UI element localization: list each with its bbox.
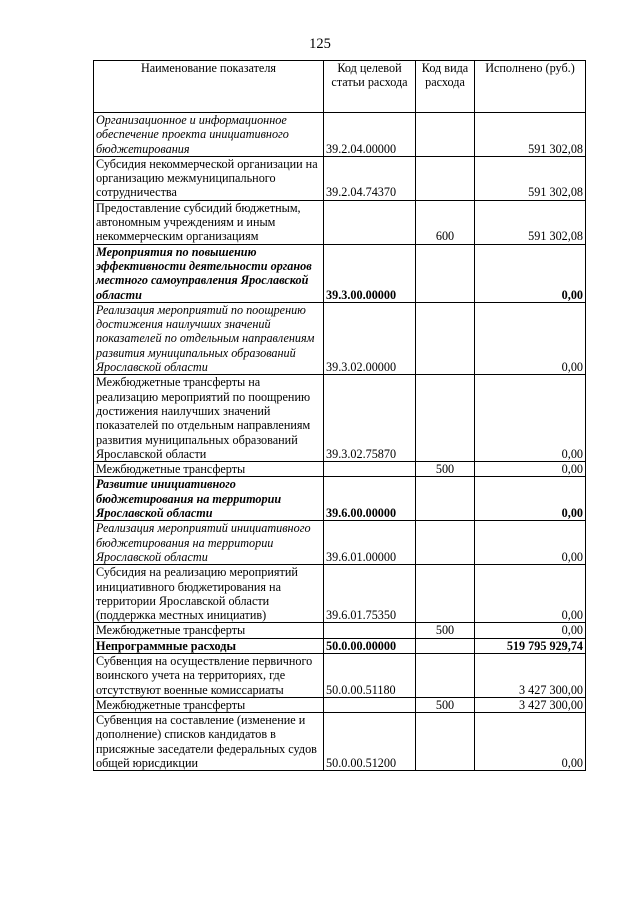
header-name: Наименование показателя: [94, 61, 324, 113]
cell-kind: [416, 477, 475, 521]
header-kind: Код вида расхода: [416, 61, 475, 113]
cell-code: 39.3.00.00000: [324, 244, 416, 302]
cell-amount: 3 427 300,00: [475, 697, 586, 712]
cell-name: Реализация мероприятий по поощрению достижения наилучших значений показателей по отдельным направлениям развития муниципальных образований Ярославской области: [94, 302, 324, 374]
cell-kind: [416, 521, 475, 565]
table-row: [94, 565, 586, 623]
cell-name: Межбюджетные трансферты: [94, 697, 324, 712]
cell-code: [324, 697, 416, 712]
cell-amount: 0,00: [475, 375, 586, 462]
cell-amount: 0,00: [475, 462, 586, 477]
header-code: Код целевой статьи расхода: [324, 61, 416, 113]
cell-amount: 3 427 300,00: [475, 653, 586, 697]
table-row: [94, 521, 586, 565]
table-row: [94, 375, 586, 462]
cell-code: 50.0.00.51180: [324, 653, 416, 697]
cell-kind: [416, 156, 475, 200]
cell-code: 50.0.00.51200: [324, 713, 416, 771]
cell-kind: 600: [416, 200, 475, 244]
cell-name: Субвенция на осуществление первичного воинского учета на территориях, где отсутствуют военные комиссариаты: [94, 653, 324, 697]
cell-kind: [416, 302, 475, 374]
cell-amount: 591 302,08: [475, 113, 586, 157]
cell-name: Субвенция на составление (изменение и дополнение) списков кандидатов в присяжные заседатели федеральных судов общей юрисдикции: [94, 713, 324, 771]
table-header: [94, 61, 586, 113]
cell-amount: 591 302,08: [475, 200, 586, 244]
cell-code: 39.3.02.75870: [324, 375, 416, 462]
cell-amount: 519 795 929,74: [475, 638, 586, 653]
cell-kind: [416, 713, 475, 771]
cell-amount: 0,00: [475, 713, 586, 771]
cell-amount: 0,00: [475, 565, 586, 623]
table-row: [94, 462, 586, 477]
cell-code: 39.6.01.75350: [324, 565, 416, 623]
cell-kind: [416, 638, 475, 653]
cell-amount: 0,00: [475, 623, 586, 638]
header-amount: Исполнено (руб.): [475, 61, 586, 113]
cell-code: 39.6.01.00000: [324, 521, 416, 565]
cell-name: Организационное и информационное обеспечение проекта инициативного бюджетирования: [94, 113, 324, 157]
cell-kind: [416, 653, 475, 697]
cell-amount: 0,00: [475, 302, 586, 374]
cell-name: Предоставление субсидий бюджетным, автономным учреждениям и иным некоммерческим организациям: [94, 200, 324, 244]
table-row: [94, 200, 586, 244]
cell-amount: 0,00: [475, 521, 586, 565]
cell-kind: [416, 375, 475, 462]
cell-code: 50.0.00.00000: [324, 638, 416, 653]
cell-code: 39.2.04.74370: [324, 156, 416, 200]
table-row: [94, 653, 586, 697]
table-row: [94, 713, 586, 771]
cell-name: Межбюджетные трансферты: [94, 462, 324, 477]
table-row: [94, 156, 586, 200]
cell-kind: 500: [416, 462, 475, 477]
table-body: [94, 113, 586, 771]
cell-name: Субсидия на реализацию мероприятий инициативного бюджетирования на территории Ярославской области (поддержка местных инициатив): [94, 565, 324, 623]
table-row: [94, 244, 586, 302]
cell-name: Мероприятия по повышению эффективности деятельности органов местного самоуправления Ярославской области: [94, 244, 324, 302]
table-row: [94, 477, 586, 521]
cell-kind: 500: [416, 623, 475, 638]
table-row: [94, 638, 586, 653]
header-row: [94, 61, 586, 113]
table-row: [94, 302, 586, 374]
cell-kind: [416, 244, 475, 302]
cell-code: 39.6.00.00000: [324, 477, 416, 521]
cell-kind: 500: [416, 697, 475, 712]
cell-name: Развитие инициативного бюджетирования на территории Ярославской области: [94, 477, 324, 521]
cell-name: Межбюджетные трансферты: [94, 623, 324, 638]
cell-code: 39.3.02.00000: [324, 302, 416, 374]
cell-amount: 0,00: [475, 477, 586, 521]
cell-name: Межбюджетные трансферты на реализацию мероприятий по поощрению достижения наилучших значений показателей по отдельным направлениям развития муниципальных образований Ярославской области: [94, 375, 324, 462]
cell-code: [324, 623, 416, 638]
cell-name: Непрограммные расходы: [94, 638, 324, 653]
cell-amount: 0,00: [475, 244, 586, 302]
cell-amount: 591 302,08: [475, 156, 586, 200]
table-row: [94, 623, 586, 638]
table-row: [94, 113, 586, 157]
cell-code: [324, 200, 416, 244]
cell-name: Реализация мероприятий инициативного бюджетирования на территории Ярославской области: [94, 521, 324, 565]
budget-table: [93, 60, 586, 771]
cell-name: Субсидия некоммерческой организации на организацию межмуниципального сотрудничества: [94, 156, 324, 200]
cell-code: 39.2.04.00000: [324, 113, 416, 157]
table-row: [94, 697, 586, 712]
cell-code: [324, 462, 416, 477]
cell-kind: [416, 565, 475, 623]
page-number: 125: [309, 36, 331, 52]
cell-kind: [416, 113, 475, 157]
